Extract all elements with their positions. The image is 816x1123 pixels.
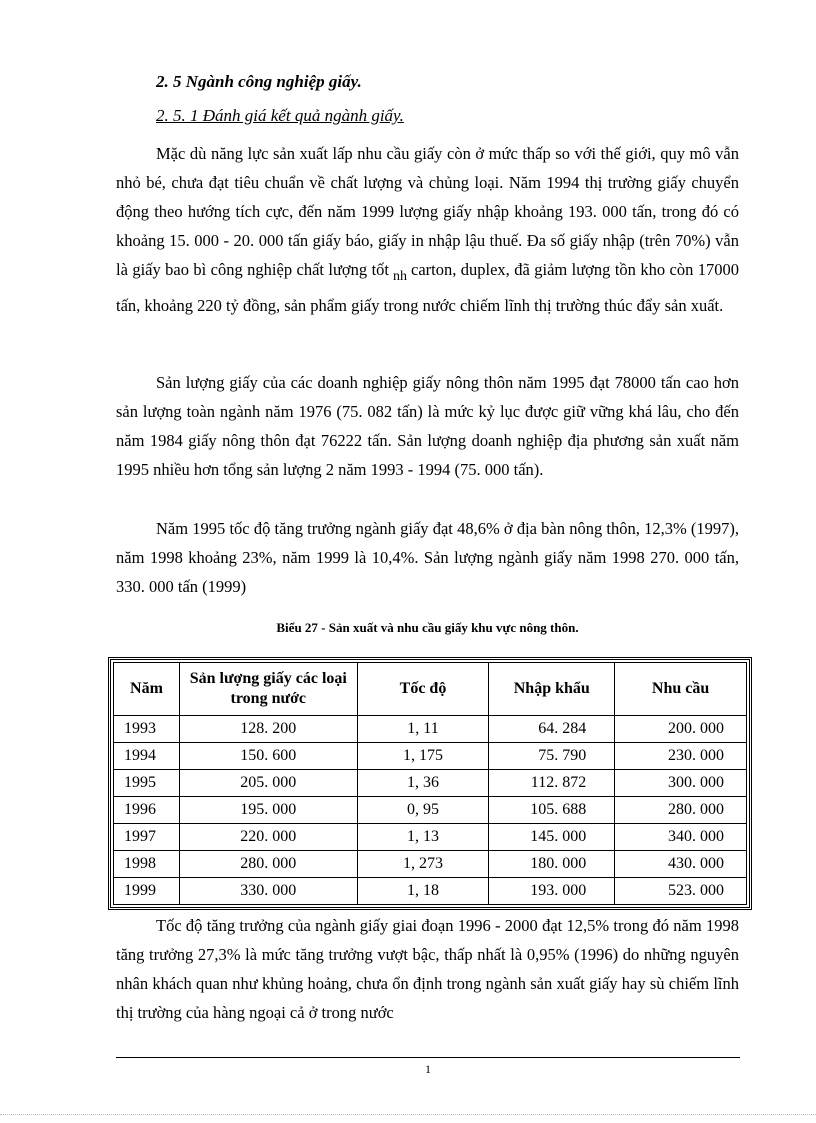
cell-imports: 105. 688 — [489, 797, 615, 824]
table-frame — [108, 657, 752, 910]
cell-year: 1995 — [114, 770, 180, 797]
cell-imports: 64. 284 — [489, 716, 615, 743]
cell-year: 1994 — [114, 743, 180, 770]
cell-year: 1993 — [114, 716, 180, 743]
paragraph-1 — [116, 139, 739, 320]
cell-imports: 112. 872 — [489, 770, 615, 797]
cell-rate: 1, 18 — [357, 878, 489, 905]
paragraph-1-text-a: Mặc dù năng lực sản xuất lấp nhu cầu giấy còn ở mức thấp so với thế giới, quy mô vẫn nhỏ bé, chưa đạt tiêu chuẩn về chất lượng và chủng loại. Năm 1994 thị trường giấy chuyển động theo hướng tích cực, đến năm 1999 lượng giấy nhập khoảng 193. 000 tấn, trong đó có khoảng 15. 000 - 20. 000 tấn giấy báo, giấy in nhập lậu thuế. Đa số giấy nhập (trên 70%) vẫn là giấy bao bì công nghiệp chất lượng tốt — [116, 144, 739, 279]
cell-output: 205. 000 — [179, 770, 357, 797]
cell-imports: 180. 000 — [489, 851, 615, 878]
paragraph-3: Năm 1995 tốc độ tăng trưởng ngành giấy đạt 48,6% ở địa bàn nông thôn, 12,3% (1997), năm 1998 khoảng 23%, năm 1999 là 10,4%. Sản lượng ngành giấy năm 1998 270. 000 tấn, 330. 000 tấn (1999) — [116, 519, 739, 596]
subsection-heading: 2. 5. 1 Đánh giá kết quả ngành giấy. — [156, 106, 404, 125]
header-year: Năm — [114, 663, 180, 716]
cell-rate: 0, 95 — [357, 797, 489, 824]
table-row — [114, 743, 747, 770]
cell-demand: 430. 000 — [615, 851, 747, 878]
cell-demand: 300. 000 — [615, 770, 747, 797]
paragraph-1-subscript: nh — [393, 269, 407, 284]
page-edge-divider — [0, 1114, 816, 1115]
cell-output: 330. 000 — [179, 878, 357, 905]
cell-rate: 1, 36 — [357, 770, 489, 797]
cell-output: 280. 000 — [179, 851, 357, 878]
table-row — [114, 716, 747, 743]
table-row — [114, 878, 747, 905]
cell-year: 1996 — [114, 797, 180, 824]
cell-demand: 200. 000 — [615, 716, 747, 743]
cell-demand: 340. 000 — [615, 824, 747, 851]
table-header-row — [114, 663, 747, 716]
paragraph-2: Sản lượng giấy của các doanh nghiệp giấy nông thôn năm 1995 đạt 78000 tấn cao hơn sản lượng toàn ngành năm 1976 (75. 082 tấn) là mức kỷ lục được giữ vững khá lâu, cho đến năm 1984 giấy nông thôn đạt 76222 tấn. Sản lượng doanh nghiệp địa phương sản xuất năm 1995 nhiều hơn tổng sản lượng 2 năm 1993 - 1994 (75. 000 tấn). — [116, 373, 739, 479]
table-caption: Biểu 27 - Sản xuất và nhu cầu giấy khu vực nông thôn. — [276, 620, 579, 635]
paragraph-1-text-b: carton, duplex, đã giảm lượng tồn kho còn 17000 tấn, khoảng 220 tỷ đồng, sản phẩm giấy trong nước chiếm lĩnh thị trường thúc đẩy sản xuất. — [116, 260, 739, 315]
footer-divider — [116, 1057, 740, 1058]
cell-imports: 193. 000 — [489, 878, 615, 905]
cell-imports: 145. 000 — [489, 824, 615, 851]
cell-imports: 75. 790 — [489, 743, 615, 770]
table-row — [114, 851, 747, 878]
cell-output: 150. 600 — [179, 743, 357, 770]
table-row — [114, 797, 747, 824]
header-domestic-output: Sản lượng giấy các loại trong nước — [179, 663, 357, 716]
paragraph-4: Tốc độ tăng trưởng của ngành giấy giai đoạn 1996 - 2000 đạt 12,5% trong đó năm 1998 tăng trưởng 27,3% là mức tăng trưởng vượt bậc, thấp nhất là 0,95% (1996) do những nguyên nhân khách quan như khủng hoảng, chưa ổn định trong ngành sản xuất giấy hay sù chiếm lĩnh thị trường của hàng ngoại cả ở trong nước — [116, 916, 739, 1022]
cell-rate: 1, 11 — [357, 716, 489, 743]
cell-rate: 1, 273 — [357, 851, 489, 878]
cell-output: 195. 000 — [179, 797, 357, 824]
cell-rate: 1, 175 — [357, 743, 489, 770]
section-heading: 2. 5 Ngành công nghiệp giấy. — [156, 72, 362, 91]
header-imports: Nhập khẩu — [489, 663, 615, 716]
cell-output: 128. 200 — [179, 716, 357, 743]
header-demand: Nhu cầu — [615, 663, 747, 716]
paper-production-table — [113, 662, 747, 905]
cell-demand: 280. 000 — [615, 797, 747, 824]
cell-output: 220. 000 — [179, 824, 357, 851]
table-row — [114, 770, 747, 797]
table-row — [114, 824, 747, 851]
header-growth-rate: Tốc độ — [357, 663, 489, 716]
cell-year: 1998 — [114, 851, 180, 878]
cell-demand: 230. 000 — [615, 743, 747, 770]
cell-rate: 1, 13 — [357, 824, 489, 851]
cell-year: 1999 — [114, 878, 180, 905]
cell-year: 1997 — [114, 824, 180, 851]
page-number: 1 — [425, 1062, 431, 1076]
cell-demand: 523. 000 — [615, 878, 747, 905]
